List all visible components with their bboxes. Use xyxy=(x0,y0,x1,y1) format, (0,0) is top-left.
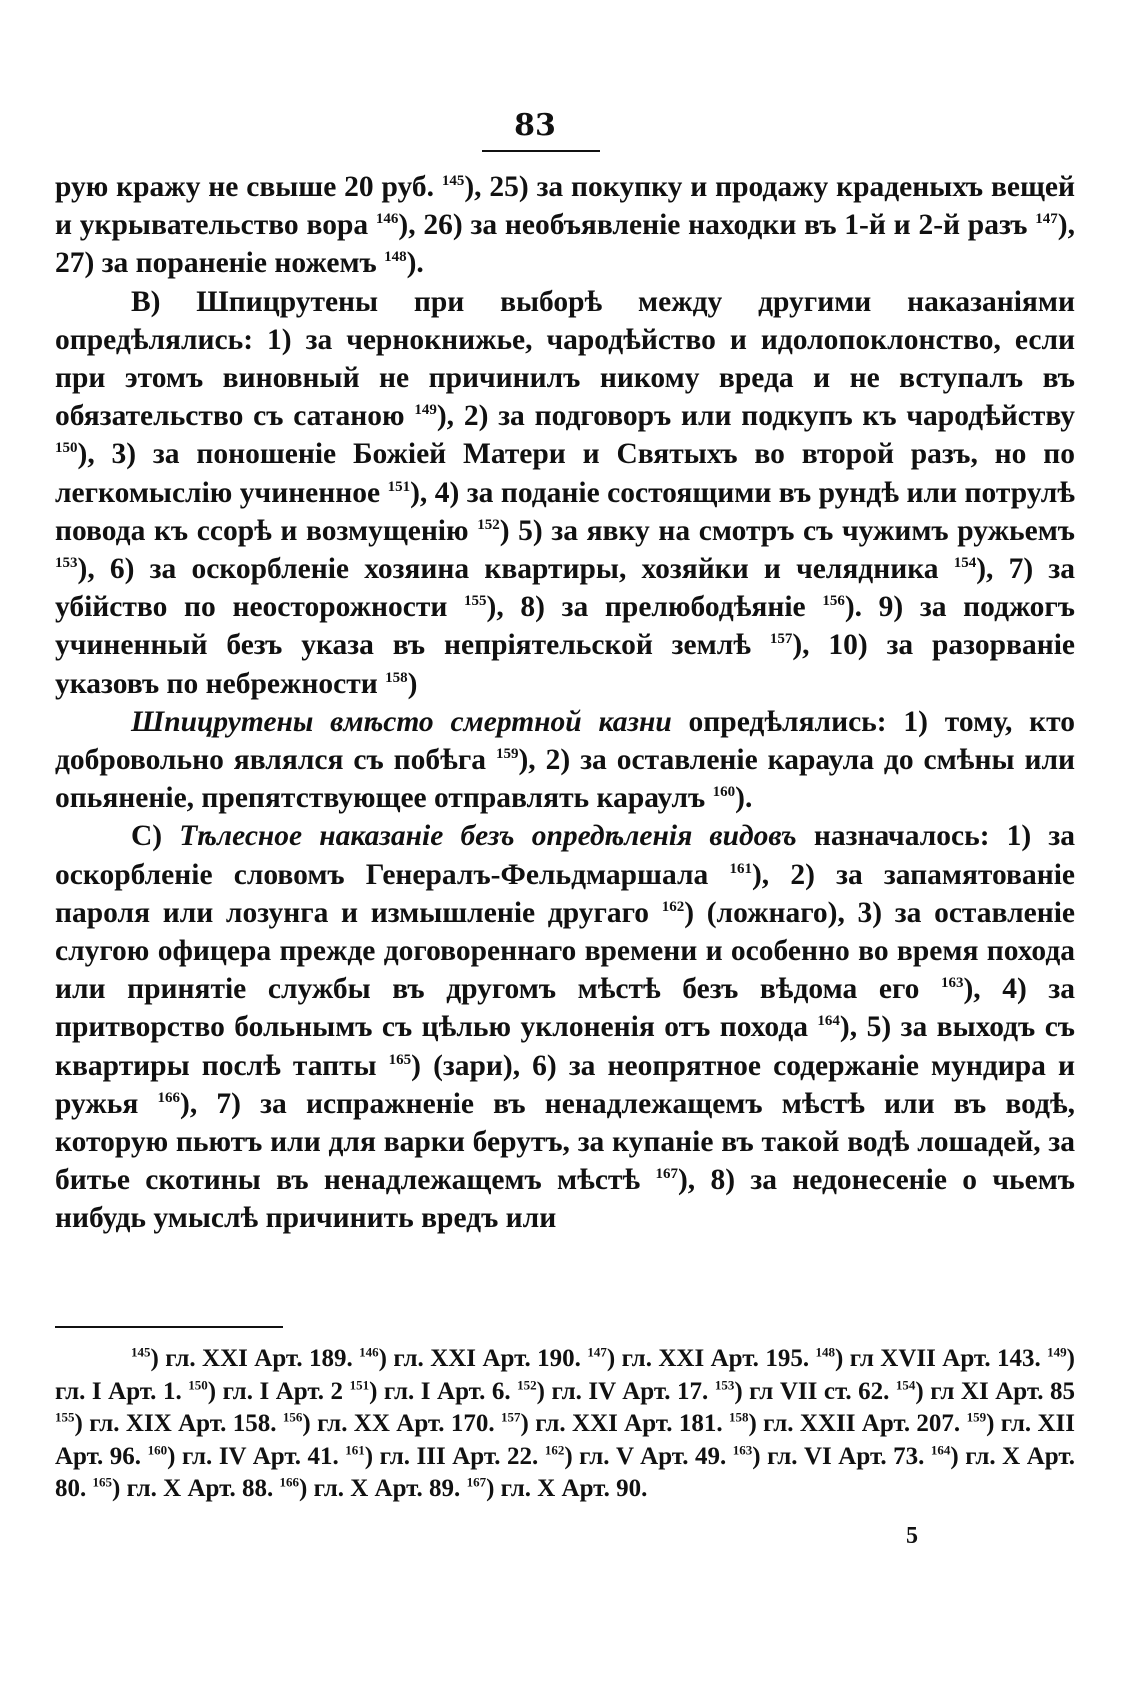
footnote-number: 146 xyxy=(359,1344,379,1360)
footnote-ref: 164 xyxy=(817,1013,840,1030)
footnote-citation: ) гл. I Арт. 6. xyxy=(369,1377,518,1405)
text-run: ), 3) за поношеніе Божіей Матери и Святыхъ во второй разъ, но по легкомыслію учиненное xyxy=(55,438,1075,509)
paragraph-p3 xyxy=(55,703,1075,818)
footnote-citation: ) гл. X Арт. 88. xyxy=(112,1475,280,1502)
footnote-number: 145 xyxy=(131,1344,151,1360)
footnote-number: 148 xyxy=(815,1344,836,1360)
footnote-rule xyxy=(55,1326,283,1328)
footnote-citation: ) гл. XXI Арт. 195. xyxy=(606,1345,816,1372)
footnote-citation: ) гл. XII Арт. 96. xyxy=(55,1410,1075,1470)
footnote-ref: 154 xyxy=(953,555,977,572)
text-run: ). 9) за поджогъ учиненный безъ указа въ непріятельской землѣ xyxy=(55,591,1076,662)
footnote-ref: 165 xyxy=(388,1051,412,1068)
text-run: ). xyxy=(735,782,753,815)
footnote-ref: 145 xyxy=(441,173,465,190)
text-run: ), 26) за необъявленіе находки въ 1-й и 2-й разъ xyxy=(398,209,1036,242)
text-run: ) (ложнаго), 3) за оставленіе слугою офицера прежде договореннаго времени и особенно во время похода или принятіе службы въ другомъ мѣстѣ безъ вѣдома его xyxy=(55,896,1075,1006)
footnote-number: 164 xyxy=(930,1442,951,1458)
footnote-citation: ) гл. I Арт. 1. xyxy=(55,1345,1075,1405)
footnote-ref: 163 xyxy=(940,975,964,992)
text-run: ), 7) за убійство по неосторожности xyxy=(55,553,1075,624)
footnote-number: 155 xyxy=(55,1409,75,1425)
footnote-citation: ) гл. XIX Арт. 158. xyxy=(74,1410,283,1437)
footnote-citation: ) гл. IV Арт. 41. xyxy=(167,1442,346,1470)
text-run: ), 8) за недонесеніе о чьемъ нибудь умыслѣ причинить вредъ или xyxy=(55,1164,1075,1235)
paragraph-p2 xyxy=(55,283,1075,703)
footnote-ref: 155 xyxy=(464,593,487,610)
text-run: ), 25) за покупку и продажу краденыхъ вещей и укрывательство вора xyxy=(55,171,1075,242)
footnote-citation: ) гл VII ст. 62. xyxy=(734,1377,896,1405)
footnote-number: 165 xyxy=(92,1474,112,1490)
footnote-citation: ) гл. VI Арт. 73. xyxy=(752,1442,931,1470)
footnote-ref: 152 xyxy=(477,517,500,533)
footnote-ref: 160 xyxy=(712,784,736,801)
footnotes xyxy=(55,1343,1075,1506)
footnote-number: 156 xyxy=(282,1409,303,1425)
footnote-ref: 162 xyxy=(661,899,685,916)
footnote-ref: 147 xyxy=(1035,211,1058,228)
footnote-citation: ) гл XI Арт. 85 xyxy=(915,1377,1076,1405)
footnote-ref: 157 xyxy=(769,631,793,648)
text-run: ) 5) за явку на смотръ съ чужимъ ружьемъ xyxy=(499,514,1075,547)
text-run: ), 10) за разорваніе указовъ по небрежности xyxy=(55,629,1075,700)
footnote-number: 147 xyxy=(587,1344,607,1360)
footnote-ref: 161 xyxy=(729,860,752,877)
footnote-number: 151 xyxy=(349,1377,370,1393)
footnote-ref: 158 xyxy=(385,669,408,686)
footnote-number: 153 xyxy=(714,1377,735,1393)
text-run: ), 2) за подговоръ или подкупъ къ чародѣйству xyxy=(436,400,1075,433)
paragraph-p1 xyxy=(55,168,1075,283)
footnote-ref: 153 xyxy=(55,555,78,572)
text-run: ) (зари), 6) за неопрятное содержаніе мундира и ружья xyxy=(55,1049,1076,1120)
text-run: B) Шпицрутены при выборѣ между другими наказаніями опредѣлялись: 1) за чернокнижье, чародѣйство и идолопоклонство, если при этомъ виновный не причинилъ никому вреда и не вступалъ въ обязательство съ сатаною xyxy=(55,285,1075,433)
footnote-number: 158 xyxy=(728,1409,749,1425)
footnote-ref: 156 xyxy=(822,593,845,610)
footnote-number: 154 xyxy=(895,1377,916,1393)
text-run: рую кражу не свыше 20 руб. xyxy=(55,171,442,203)
footnote-ref: 146 xyxy=(375,211,399,228)
footnote-number: 160 xyxy=(147,1442,168,1458)
text-run: ), 2) за запамятованіе пароля или лозунга и измышленіе другаго xyxy=(55,858,1075,929)
text-run: ), 5) за выходъ съ квартиры послѣ тапты xyxy=(55,1011,1075,1082)
text-run: ). xyxy=(406,247,424,280)
footnote-number: 163 xyxy=(732,1442,753,1458)
footnote-number: 159 xyxy=(966,1409,987,1425)
footnote-number: 152 xyxy=(517,1377,537,1393)
text-run: ), 7) за испражненіе въ ненадлежащемъ мѣстѣ или въ водѣ, которую пьютъ или для варки берутъ, за купаніе въ такой водѣ лошадей, за битье скотины въ ненадлежащемъ мѣстѣ xyxy=(55,1087,1075,1197)
footnote-ref: 167 xyxy=(655,1166,678,1183)
text-run: опредѣлялись: 1) тому, кто добровольно являлся съ побѣга xyxy=(55,705,1075,777)
text-run: ), 4) за притворство больнымъ съ цѣлью уклоненія отъ похода xyxy=(55,973,1075,1044)
footnote-ref: 159 xyxy=(495,746,519,763)
footnote-citation: ) гл. I Арт. 2 xyxy=(207,1377,350,1405)
footnote-citation: ) гл. X Арт. 80. xyxy=(55,1442,1076,1502)
footnote-citation: ) гл. V Арт. 49. xyxy=(564,1442,733,1470)
footnote-citation: ) гл. XXI Арт. 190. xyxy=(378,1345,588,1372)
italic-heading: Тѣлесное наказаніе безъ опредѣленія видовъ xyxy=(179,820,797,853)
text-run: ), 4) за поданіе состоящими въ рундѣ или потрулѣ повода къ ссорѣ и возмущенію xyxy=(55,476,1075,547)
footnote-citation: ) гл. XXII Арт. 207. xyxy=(748,1410,967,1437)
text-run: ), 8) за прелюбодѣяніе xyxy=(486,591,823,624)
main-text xyxy=(55,168,1075,1238)
text-run: ), 6) за оскорбленіе хозяина квартиры, хозяйки и челядника xyxy=(77,553,954,586)
text-run: ) xyxy=(407,667,418,700)
footnote-number: 161 xyxy=(345,1442,365,1458)
footnote-citation: ) гл. X Арт. 90. xyxy=(486,1475,648,1502)
footnote-number: 162 xyxy=(544,1442,565,1458)
footnote-citation: ) гл. XX Арт. 170. xyxy=(302,1410,502,1437)
footnote-number: 157 xyxy=(501,1409,521,1425)
footnote-ref: 149 xyxy=(414,402,437,419)
text-run: C) xyxy=(131,820,180,853)
footnote-citation: ) гл. XXI Арт. 181. xyxy=(520,1410,729,1437)
paragraph-p4 xyxy=(55,817,1075,1237)
text-run: назначалось: 1) за оскорбленіе словомъ Генералъ-Фельдмаршала xyxy=(55,820,1075,891)
text-run: ), 27) за пораненіе ножемъ xyxy=(55,209,1075,280)
italic-heading: Шпицрутены вмѣсто смертной казни xyxy=(131,705,672,738)
signature-mark: 5 xyxy=(906,1523,918,1549)
header-rule xyxy=(482,150,600,152)
footnote-block xyxy=(55,1343,1075,1506)
footnote-ref: 150 xyxy=(55,440,78,457)
text-run: ), 2) за оставленіе караула до смѣны или опьяненіе, препятствующее отправлять караулъ xyxy=(55,744,1075,815)
footnote-citation: ) гл. IV Арт. 17. xyxy=(536,1377,715,1405)
footnote-citation: ) гл XVII Арт. 143. xyxy=(835,1345,1048,1372)
footnote-number: 149 xyxy=(1047,1344,1067,1360)
footnote-ref: 151 xyxy=(387,478,411,495)
footnote-ref: 148 xyxy=(384,249,407,266)
footnote-number: 167 xyxy=(466,1474,487,1490)
footnote-citation: ) гл. III Арт. 22. xyxy=(364,1442,545,1470)
footnote-citation: ) гл. X Арт. 89. xyxy=(299,1475,467,1502)
footnote-number: 150 xyxy=(188,1377,208,1393)
page-number: 83 xyxy=(514,108,556,143)
footnote-ref: 166 xyxy=(157,1090,181,1107)
footnote-number: 166 xyxy=(279,1474,300,1490)
footnote-citation: ) гл. XXI Арт. 189. xyxy=(150,1345,360,1372)
